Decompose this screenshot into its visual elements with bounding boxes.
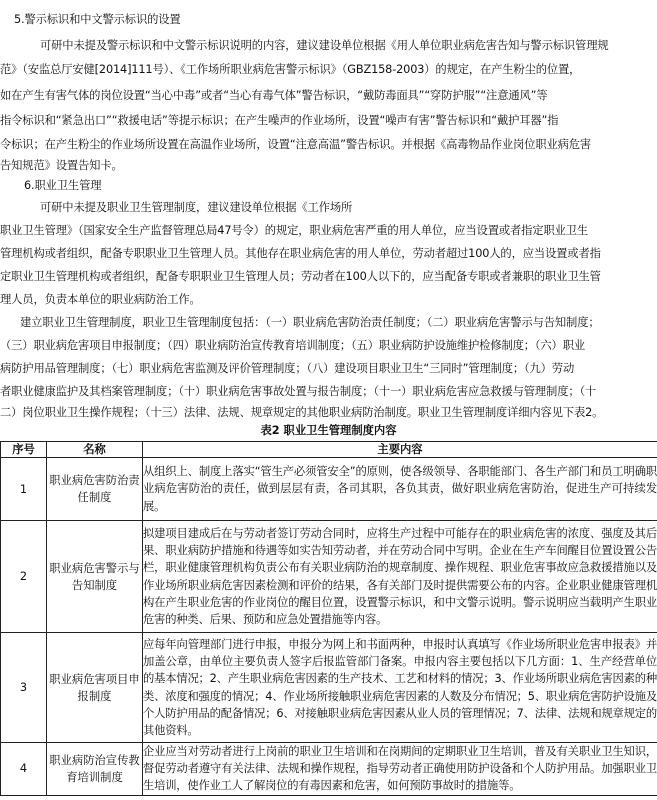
row-content: 企业应当对劳动者进行上岗前的职业卫生培训和在岗期间的定期职业卫生培训，普及有关职业卫生知识，督促劳动者遵守有关法律、法规和操作规程，指导劳动者正确使用防护设备和个人防护用品。加强职业卫生培训，使作业工人了解岗位的有毒因素和危害，如何预防事故时的措施等。 bbox=[143, 743, 657, 796]
row-number: 3 bbox=[1, 633, 47, 743]
table-row bbox=[1, 743, 657, 796]
system-list-line: 者职业健康监护及其档案管理制度；（十）职业病危害事故处置与报告制度；（十一）职业病危害应急救援与管理制度；（十 bbox=[0, 385, 597, 398]
row-content: 从组织上、制度上落实“管生产必须管安全”的原则，使各级领导、各职能部门、各生产部门和员工明确职业病危害防治的责任，做到层层有责，各司其职，各负其责，做好职业病危害防治，促进生产可持续发展。 bbox=[143, 458, 657, 521]
section-5-line: 可研中未提及警示标识和中文警示标识说明的内容，建议建设单位根据《用人单位职业病危害告知与警示标识管理规 bbox=[40, 39, 609, 52]
system-list-line: （三）职业病危害项目申报制度；（四）职业病防治宣传教育培训制度；（五）职业病防护设施维护检修制度；（六）职业 bbox=[0, 339, 585, 352]
row-content: 拟建项目建成后在与劳动者签订劳动合同时，应将生产过程中可能存在的职业病危害的浓度、强度及其后果、职业病防护措施和待遇等如实告知劳动者，并在劳动合同中写明。企业在生产车间醒目位置设置公告栏，职业健康管理机构负责公布有关职业病防治的规章制度、操作规程、职业危害事故应急救援措施以及作业场所职业病危害因素检测和评价的结果，各有关部门及时提供需要公布的内容。企业职业健康管理机构在产生职业危害的作业岗位的醒目位置，设置警示标识，和中文警示说明。警示说明应当载明产生职业危害的种类、后果、预防和应急处置措施等内容。 bbox=[143, 521, 657, 633]
row-number: 4 bbox=[1, 743, 47, 796]
header-no: 序号 bbox=[1, 442, 47, 458]
section-6-line: 管理机构或者组织，配备专职职业卫生管理人员。其他存在职业病危害的用人单位，劳动者超过100人的，应当设置或者指 bbox=[0, 247, 601, 260]
section-5-line: 告知规范》设置告知卡。 bbox=[0, 159, 123, 172]
table-row bbox=[1, 633, 657, 743]
section-6-line: 理人员，负责本单位的职业病防治工作。 bbox=[0, 293, 201, 306]
row-name: 职业病防治宣传教育培训制度 bbox=[47, 743, 143, 796]
section-5-line: 指令标识和“紧急出口”“救援电话”等提示标识；在产生噪声的作业场所，设置“噪声有害”警告标识和“戴护耳器”指 bbox=[0, 114, 559, 127]
table-caption: 表2 职业卫生管理制度内容 bbox=[260, 424, 397, 437]
header-content: 主要内容 bbox=[143, 442, 657, 458]
section-6-title: 6.职业卫生管理 bbox=[24, 179, 102, 192]
table-row bbox=[1, 458, 657, 521]
management-system-table bbox=[0, 441, 657, 796]
section-5-line: 令标识；在产生粉尘的作业场所设置在高温作业场所，设置“注意高温”警告标识。并根据《高毒物品作业岗位职业病危害 bbox=[0, 138, 592, 151]
table-row bbox=[1, 521, 657, 633]
header-name: 名称 bbox=[47, 442, 143, 458]
row-name: 职业病危害项目申报制度 bbox=[47, 633, 143, 743]
row-name: 职业病危害警示与告知制度 bbox=[47, 521, 143, 633]
system-list-line: 二）岗位职业卫生操作规程；（十三）法律、法规、规章规定的其他职业病防治制度。职业卫生管理制度详细内容见下表2。 bbox=[0, 406, 604, 419]
section-6-line: 可研中未提及职业卫生管理制度，建议建设单位根据《工作场所 bbox=[40, 201, 353, 214]
table-header-row bbox=[1, 442, 657, 458]
section-6-line: 职业卫生管理》（国家安全生产监督管理总局47号令）的规定，职业病危害严重的用人单位，应当设置或者指定职业卫生 bbox=[0, 224, 589, 237]
row-number: 2 bbox=[1, 521, 47, 633]
row-content: 应每年向管理部门进行申报，申报分为网上和书面两种，申报时认真填写《作业场所职业危害申报表》并加盖公章，由单位主要负责人签字后报监管部门备案。申报内容主要包括以下几方面：1、生产经营单位的基本情况；2、产生职业病危害因素的生产技术、工艺和材料的情况；3、作业场所职业病危害因素的种类、浓度和强度的情况；4、作业场所接触职业病危害因素的人数及分布情况；5、职业病危害防护设施及个人防护用品的配备情况；6、对接触职业病危害因素从业人员的管理情况；7、法律、法规和规章规定的其他资料。 bbox=[143, 633, 657, 743]
system-list-line: 建立职业卫生管理制度，职业卫生管理制度包括：（一）职业病危害防治责任制度；（二）职业病危害警示与告知制度； bbox=[20, 316, 600, 329]
section-6-line: 定职业卫生管理机构或者组织，配备专职职业卫生管理人员；劳动者在100人以下的，应当配备专职或者兼职的职业卫生管 bbox=[0, 270, 601, 283]
system-list-line: 病防护用品管理制度；（七）职业病危害监测及评价管理制度；（八）建设项目职业卫生“三同时”管理制度；（九）劳动 bbox=[0, 362, 575, 375]
section-5-title: 5.警示标识和中文警示标识的设置 bbox=[14, 13, 181, 26]
row-number: 1 bbox=[1, 458, 47, 521]
row-name: 职业病危害防治责任制度 bbox=[47, 458, 143, 521]
section-5-line: 范》（安监总厅安健[2014]111号）、《工作场所职业病危害警示标识》（GBZ158-2003）的规定，在产生粉尘的位置， bbox=[0, 63, 581, 76]
section-5-line: 如在产生有害气体的岗位设置“当心中毒”或者“当心有毒气体”警告标识，“戴防毒面具”“穿防护服”“注意通风”等 bbox=[0, 89, 548, 102]
